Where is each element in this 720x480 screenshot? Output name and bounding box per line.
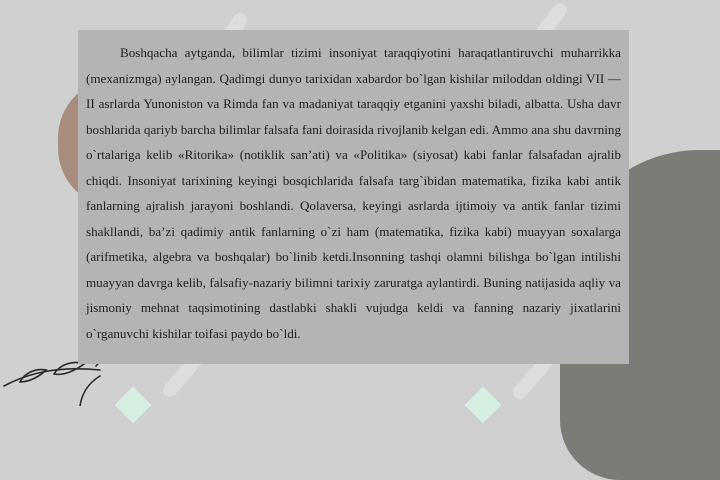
body-paragraph: Boshqacha aytganda, bilimlar tizimi insoniyat taraqqiyotini haraqatlantiruvchi muharrikka (mexanizmga) aylangan. Qadimgi dunyo tarixidan xabardor bo`lgan kishilar miloddan oldingi VII — II asrlarda Yunoniston va Rimda fan va madaniyat taraqqiy etganini yaxshi biladi, albatta. Usha davr boshlarida qariyb barcha bilimlar falsafa fani doirasida rivojlanib kelgan edi. Ammo ana shu davrning o`rtalariga kelib «Ritorika» (notiklik san’ati) va «Politika» (siyosat) kabi fanlar falsafadan ajralib chiqdi. Insoniyat tarixining keyingi bosqichlarida falsafa targ`ibidan matematika, fizika kabi antik fanlarning ajralish jarayoni boshlandi. Qolaversa, keyingi asrlarda ijtimoiy va antik fanlar tizimi shakllandi, ba’zi qadimiy antik fanlarning o`zi ham (matematika, fizika kabi) muayyan soxalarga (arifmetika, algebra va boshqalar) bo`linib ketdi.Insonning tashqi olamni bilishga bo`lgan intilishi muayyan davrga kelib, falsafiy-nazariy bilimni tarixiy zaruratga aylantirdi. Buning natijasida aqliy va jismoniy mehnat taqsimotining dastlabki shakli vujudga keldi va fanning nazariy jixatlarini o`rganuvchi kishilar toifasi paydo bo`ldi. (86, 45, 621, 341)
text-content-box (78, 30, 629, 364)
